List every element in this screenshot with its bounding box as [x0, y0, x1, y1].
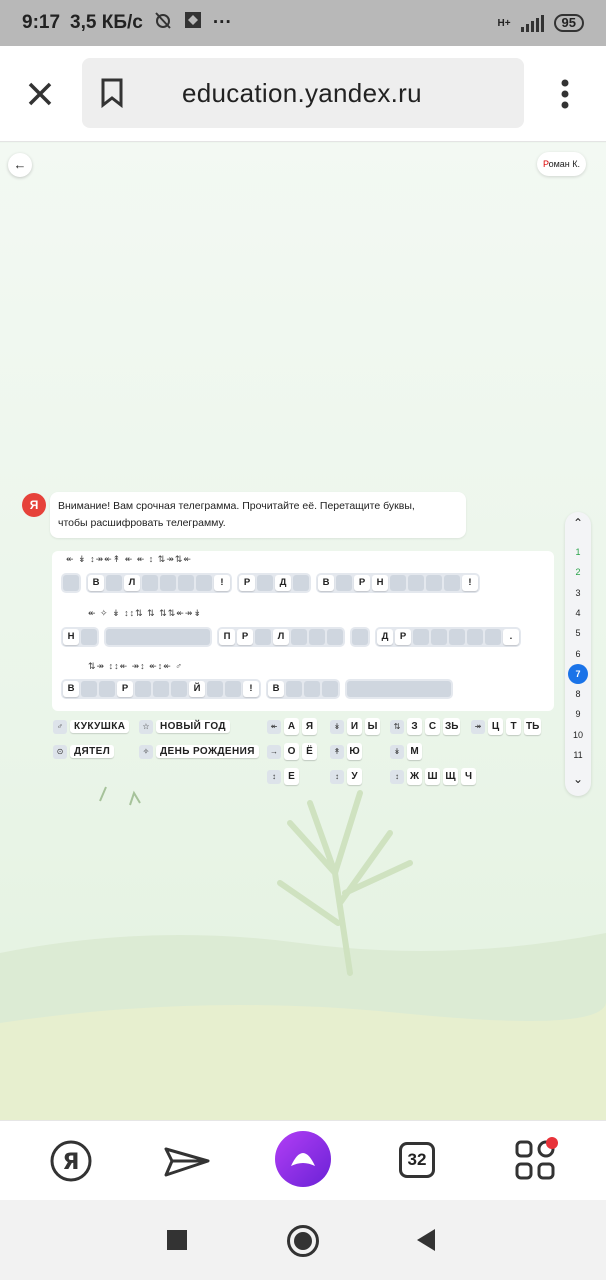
keyword-woodpecker[interactable] — [53, 743, 114, 760]
draggable-letter[interactable]: С — [425, 718, 440, 735]
user-name: оман К. — [548, 159, 581, 169]
app-notification-icon — [183, 10, 203, 36]
empty-letter-slot[interactable] — [413, 629, 429, 645]
arrow-symbol-icon: ↡ — [390, 745, 404, 759]
picture-word-slot[interactable] — [347, 681, 451, 697]
user-name-initial: Р — [543, 159, 549, 169]
draggable-letter[interactable]: У — [347, 768, 362, 785]
word-slot[interactable] — [61, 627, 99, 647]
letter-cell[interactable]: ! — [214, 575, 230, 591]
empty-letter-slot[interactable] — [160, 575, 176, 591]
letter-cell[interactable]: В — [63, 681, 79, 697]
letter-cell[interactable]: Н — [372, 575, 388, 591]
cuckoo-icon: ♂ — [53, 720, 67, 734]
back-button[interactable]: ← — [8, 153, 32, 177]
letter-cell[interactable]: ! — [243, 681, 259, 697]
url-text[interactable]: education.yandex.ru — [182, 78, 422, 108]
letter-group — [390, 768, 476, 785]
keyword-label[interactable]: НОВЫЙ ГОД — [156, 720, 230, 733]
letter-cell[interactable]: П — [219, 629, 235, 645]
close-icon[interactable] — [22, 76, 58, 112]
empty-letter-slot[interactable] — [322, 681, 338, 697]
letter-group — [390, 743, 422, 760]
empty-letter-slot[interactable] — [336, 575, 352, 591]
word-slot[interactable] — [237, 573, 311, 593]
recent-apps-icon[interactable] — [167, 1230, 187, 1250]
page-number[interactable]: 8 — [575, 689, 581, 700]
web-page — [0, 143, 606, 1120]
keyword-cuckoo[interactable] — [53, 718, 129, 735]
system-nav-bar — [0, 1200, 606, 1280]
telegram-row-2 — [61, 627, 521, 647]
empty-letter-slot[interactable] — [390, 575, 406, 591]
word-slot[interactable] — [350, 627, 370, 647]
word-slot[interactable] — [316, 573, 480, 593]
letter-group — [471, 718, 541, 735]
empty-letter-slot[interactable] — [327, 629, 343, 645]
arrow-symbol-icon: ↟ — [330, 745, 344, 759]
draggable-letter[interactable]: Ё — [302, 743, 317, 760]
woodpecker-icon: ⊙ — [53, 745, 67, 759]
draggable-letter[interactable]: Т — [506, 718, 521, 735]
empty-letter-slot[interactable] — [63, 575, 79, 591]
keyword-new-year[interactable] — [139, 718, 230, 735]
keyword-birthday[interactable] — [139, 743, 259, 760]
empty-letter-slot[interactable] — [196, 575, 212, 591]
arrow-symbol-icon: ↕ — [390, 770, 404, 784]
word-slot[interactable] — [345, 679, 453, 699]
empty-letter-slot[interactable] — [153, 681, 169, 697]
letter-group — [267, 743, 317, 760]
empty-letter-slot[interactable] — [99, 681, 115, 697]
letter-cell[interactable]: Д — [377, 629, 393, 645]
draggable-letter[interactable]: О — [284, 743, 299, 760]
tabs-button[interactable]: 32 — [399, 1142, 435, 1178]
empty-letter-slot[interactable] — [135, 681, 151, 697]
browser-header — [0, 46, 606, 142]
empty-letter-slot[interactable] — [352, 629, 368, 645]
services-grid-icon[interactable] — [508, 1133, 564, 1189]
keyword-label[interactable]: ДЕНЬ РОЖДЕНИЯ — [156, 745, 259, 758]
draggable-letter[interactable]: И — [347, 718, 362, 735]
empty-letter-slot[interactable] — [255, 629, 271, 645]
send-icon[interactable] — [158, 1133, 214, 1189]
letter-group — [330, 743, 362, 760]
page-number[interactable]: 2 — [575, 567, 581, 578]
user-profile-chip[interactable] — [537, 152, 586, 176]
back-nav-icon[interactable] — [417, 1229, 435, 1251]
sparkle-icon: ✧ — [139, 745, 153, 759]
row1-arrow-hints: ↞ ↡ ↕↠↞↟ ↞ ↞ ↕ ⇅↠⇅↞ — [66, 554, 192, 564]
word-slot[interactable] — [61, 573, 81, 593]
empty-letter-slot[interactable] — [286, 681, 302, 697]
yandex-icon[interactable] — [43, 1133, 99, 1189]
task-pager — [565, 512, 591, 796]
letter-cell[interactable]: Р — [239, 575, 255, 591]
empty-letter-slot[interactable] — [178, 575, 194, 591]
page-number[interactable]: 9 — [575, 709, 581, 720]
page-number[interactable]: 11 — [573, 750, 583, 760]
arrow-symbol-icon: ⇅ — [390, 720, 404, 734]
status-bar — [0, 0, 606, 46]
draggable-letter[interactable]: ЗЬ — [443, 718, 460, 735]
empty-letter-slot[interactable] — [142, 575, 158, 591]
empty-letter-slot[interactable] — [106, 575, 122, 591]
letter-cell[interactable]: Д — [275, 575, 291, 591]
signal-icon — [521, 14, 544, 32]
empty-letter-slot[interactable] — [309, 629, 325, 645]
letter-cell[interactable]: ! — [462, 575, 478, 591]
clock: 9:17 — [22, 12, 61, 33]
telegram-row-3 — [61, 679, 453, 699]
draggable-letter[interactable]: Ц — [488, 718, 503, 735]
word-slot[interactable] — [86, 573, 232, 593]
empty-letter-slot[interactable] — [431, 629, 447, 645]
draggable-letter[interactable]: Ш — [425, 768, 440, 785]
arrow-symbol-icon: → — [267, 745, 281, 759]
alarm-off-icon — [153, 10, 173, 36]
empty-letter-slot[interactable] — [426, 575, 442, 591]
arrow-symbol-icon: ↕ — [330, 770, 344, 784]
letter-cell[interactable]: В — [268, 681, 284, 697]
letter-cell[interactable]: . — [503, 629, 519, 645]
home-icon[interactable] — [287, 1225, 319, 1257]
letter-cell[interactable]: Р — [117, 681, 133, 697]
page-number[interactable]: 1 — [575, 547, 581, 557]
draggable-letter[interactable]: ТЬ — [524, 718, 541, 735]
letter-cell[interactable]: В — [318, 575, 334, 591]
letter-group — [390, 718, 460, 735]
word-slot[interactable] — [104, 627, 212, 647]
draggable-letter[interactable]: Я — [302, 718, 317, 735]
empty-letter-slot[interactable] — [171, 681, 187, 697]
svg-text:Я: Я — [62, 1150, 80, 1175]
empty-letter-slot[interactable] — [225, 681, 241, 697]
browser-toolbar — [0, 1120, 606, 1200]
empty-letter-slot[interactable] — [293, 575, 309, 591]
keyword-label[interactable]: КУКУШКА — [70, 720, 129, 733]
empty-letter-slot[interactable] — [449, 629, 465, 645]
empty-letter-slot[interactable] — [81, 629, 97, 645]
empty-letter-slot[interactable] — [257, 575, 273, 591]
arrow-symbol-icon: ↠ — [471, 720, 485, 734]
empty-letter-slot[interactable] — [291, 629, 307, 645]
draggable-letter[interactable]: Ж — [407, 768, 422, 785]
arrow-symbol-icon: ↞ — [267, 720, 281, 734]
network-speed: 3,5 КБ/с — [70, 12, 143, 33]
word-slot[interactable] — [375, 627, 521, 647]
alice-icon[interactable] — [274, 1130, 332, 1188]
landscape-illustration — [0, 763, 606, 1120]
empty-letter-slot[interactable] — [207, 681, 223, 697]
draggable-letter[interactable]: Ю — [347, 743, 362, 760]
chevron-down-icon[interactable]: ⌄ — [572, 772, 584, 786]
page-number[interactable]: 6 — [575, 648, 581, 659]
letter-cell[interactable]: Р — [354, 575, 370, 591]
letter-cell[interactable]: В — [88, 575, 104, 591]
draggable-letter[interactable]: З — [407, 718, 422, 735]
letter-group — [330, 718, 380, 735]
telegram-puzzle — [52, 551, 554, 711]
telegram-row-1 — [61, 573, 480, 593]
word-slot[interactable] — [217, 627, 345, 647]
chevron-up-icon[interactable]: ⌃ — [572, 516, 584, 530]
word-slot[interactable] — [61, 679, 261, 699]
draggable-letter[interactable]: Ы — [365, 718, 380, 735]
draggable-letter[interactable]: Е — [284, 768, 299, 785]
address-bar[interactable] — [82, 58, 524, 128]
empty-letter-slot[interactable] — [444, 575, 460, 591]
letter-cell[interactable]: Н — [63, 629, 79, 645]
draggable-letter[interactable]: Ч — [461, 768, 476, 785]
instruction-message — [50, 492, 466, 538]
letter-cell[interactable]: Л — [124, 575, 140, 591]
empty-letter-slot[interactable] — [467, 629, 483, 645]
letter-cell[interactable]: Р — [395, 629, 411, 645]
letter-cell[interactable]: Р — [237, 629, 253, 645]
arrow-symbol-icon: ↕ — [267, 770, 281, 784]
draggable-letter[interactable]: Щ — [443, 768, 458, 785]
more-notifications: ··· — [212, 12, 232, 33]
arrow-symbol-icon: ↡ — [330, 720, 344, 734]
keyword-label[interactable]: ДЯТЕЛ — [70, 745, 114, 758]
bookmark-icon[interactable] — [100, 78, 124, 113]
picture-word-slot[interactable] — [106, 629, 210, 645]
row3-arrow-hints: ⇅↠ ↕↕↞ ↠↕ ↞↕↞ ♂ — [88, 661, 183, 671]
draggable-letter[interactable]: А — [284, 718, 299, 735]
battery-indicator: 95 — [554, 14, 584, 32]
instruction-line-2: чтобы расшифровать телеграмму. — [58, 517, 226, 529]
letter-cell[interactable]: Й — [189, 681, 205, 697]
empty-letter-slot[interactable] — [485, 629, 501, 645]
page-number[interactable]: 10 — [572, 729, 583, 740]
letter-group — [267, 768, 299, 785]
page-number[interactable]: 4 — [575, 607, 581, 618]
word-slot[interactable] — [266, 679, 340, 699]
page-number[interactable]: 3 — [575, 587, 581, 598]
page-number[interactable]: 5 — [575, 628, 581, 639]
network-type: H+ — [497, 17, 511, 29]
letter-cell[interactable]: Л — [273, 629, 289, 645]
kebab-menu-icon[interactable] — [555, 76, 575, 112]
star-icon: ☆ — [139, 720, 153, 734]
letter-group — [330, 768, 362, 785]
empty-letter-slot[interactable] — [304, 681, 320, 697]
draggable-letter[interactable]: М — [407, 743, 422, 760]
empty-letter-slot[interactable] — [81, 681, 97, 697]
instruction-line-1: Внимание! Вам срочная телеграмма. Прочитайте её. Перетащите буквы, — [58, 500, 415, 512]
row2-arrow-hints: ↞ ✧ ↡ ↕↕⇅ ⇅ ⇅⇅↞↠↡ — [88, 608, 202, 618]
yandex-logo: Я — [22, 493, 46, 517]
page-number[interactable]: 7 — [568, 664, 588, 684]
letter-group — [267, 718, 317, 735]
empty-letter-slot[interactable] — [408, 575, 424, 591]
